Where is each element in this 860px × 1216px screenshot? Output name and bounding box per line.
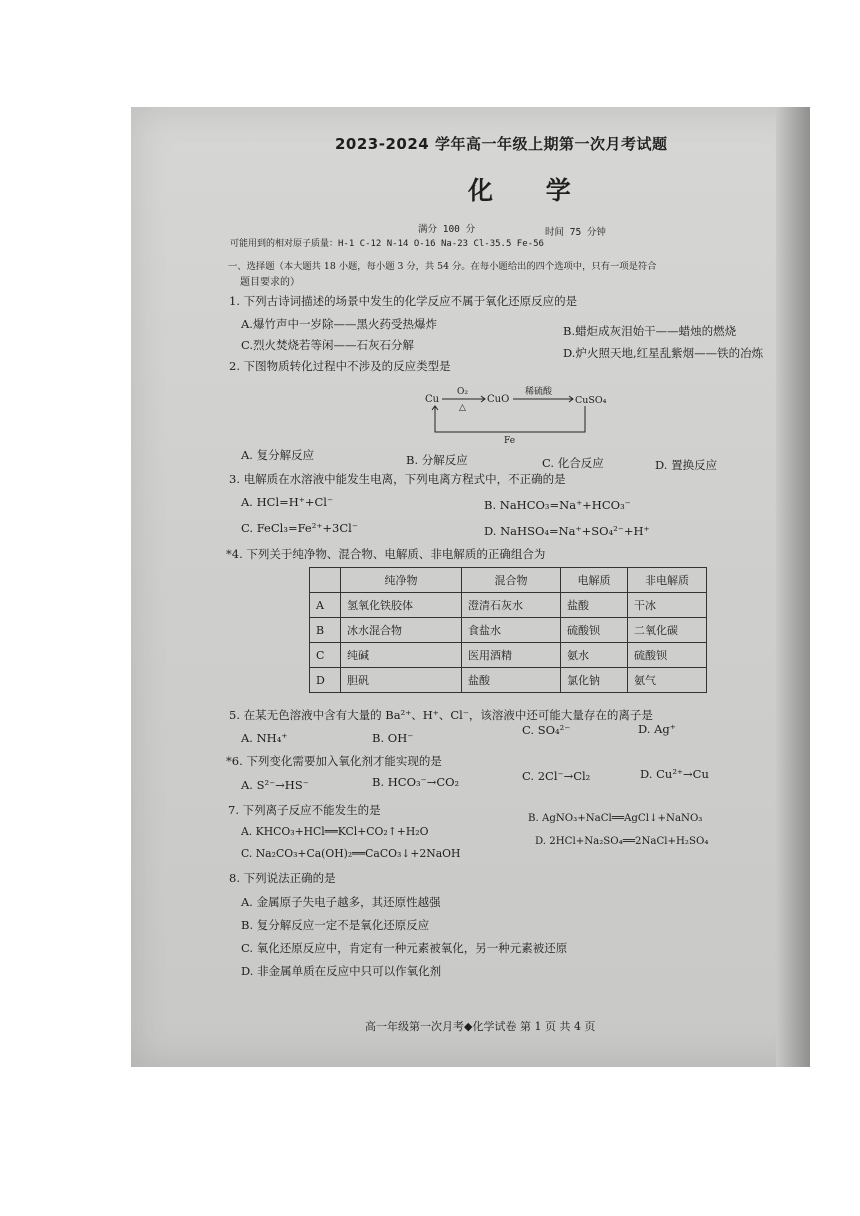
table-row (310, 668, 707, 693)
table-cell: B (310, 618, 341, 643)
table-cell: 硫酸钡 (561, 618, 628, 643)
table-row (310, 643, 707, 668)
paper-edge-shadow (776, 107, 810, 1067)
q5-stem: 5. 在某无色溶液中含有大量的 Ba²⁺、H⁺、Cl⁻，该溶液中还可能大量存在的离子是 (229, 708, 653, 722)
q6-option-b: B. HCO₃⁻→CO₂ (372, 775, 460, 789)
table-cell: C (310, 643, 341, 668)
q4-stem: *4. 下列关于纯净物、混合物、电解质、非电解质的正确组合为 (226, 547, 546, 561)
exam-title: 2023-2024 学年高一年级上期第一次月考试题 (335, 135, 668, 153)
q3-option-b: B. NaHCO₃=Na⁺+HCO₃⁻ (484, 498, 631, 512)
table-cell: 食盐水 (462, 618, 561, 643)
table-cell: 胆矾 (341, 668, 462, 693)
fe-label: Fe (504, 436, 516, 446)
q2-option-d: D. 置换反应 (655, 458, 718, 472)
q2-stem: 2. 下图物质转化过程中不涉及的反应类型是 (229, 359, 451, 373)
table-cell: 干冰 (628, 593, 707, 618)
time-info: 时间 75 分钟 (545, 227, 606, 238)
q2-option-c: C. 化合反应 (542, 456, 604, 470)
o2-label: O₂ (457, 387, 468, 397)
q3-option-c: C. FeCl₃=Fe²⁺+3Cl⁻ (241, 521, 358, 535)
cu-label: Cu (425, 394, 440, 405)
atomic-masses: 可能用到的相对原子质量：H-1 C-12 N-14 O-16 Na-23 Cl-35.5 Fe-56 (230, 239, 544, 249)
table-cell: 纯碱 (341, 643, 462, 668)
table-cell: A (310, 593, 341, 618)
table-cell: D (310, 668, 341, 693)
acid-label: 稀硫酸 (525, 387, 553, 397)
table-cell: 二氧化碳 (628, 618, 707, 643)
table-cell: 盐酸 (561, 593, 628, 618)
q1-stem: 1. 下列古诗词描述的场景中发生的化学反应不属于氧化还原反应的是 (229, 294, 578, 308)
q8-option-c: C. 氧化还原反应中，肯定有一种元素被氧化，另一种元素被还原 (241, 941, 568, 955)
table-cell: 澄清石灰水 (462, 593, 561, 618)
q5-option-d: D. Ag⁺ (638, 722, 676, 736)
table-header-row (310, 568, 707, 593)
q6-option-c: C. 2Cl⁻→Cl₂ (522, 769, 591, 783)
table-header-cell (310, 568, 341, 593)
cuo-label: CuO (487, 394, 510, 405)
q6-stem: *6. 下列变化需要加入氧化剂才能实现的是 (226, 754, 442, 768)
q3-option-a: A. HCl=H⁺+Cl⁻ (241, 495, 334, 509)
q6-option-a: A. S²⁻→HS⁻ (241, 778, 309, 792)
q5-option-c: C. SO₄²⁻ (522, 723, 571, 737)
q1-option-d: D.炉火照天地,红星乱紫烟——铁的冶炼 (563, 346, 764, 360)
q8-option-d: D. 非金属单质在反应中只可以作氧化剂 (241, 964, 442, 978)
q1-option-c: C.烈火焚烧若等闲——石灰石分解 (241, 338, 415, 352)
q3-stem: 3. 电解质在水溶液中能发生电离，下列电离方程式中，不正确的是 (229, 472, 566, 486)
q5-option-a: A. NH₄⁺ (241, 731, 288, 745)
table-cell: 医用酒精 (462, 643, 561, 668)
table-row (310, 618, 707, 643)
q7-option-b: B. AgNO₃+NaCl══AgCl↓+NaNO₃ (528, 813, 703, 824)
q3-option-d: D. NaHSO₄=Na⁺+SO₄²⁻+H⁺ (484, 524, 650, 538)
q5-option-b: B. OH⁻ (372, 731, 414, 745)
table-cell: 氨水 (561, 643, 628, 668)
heat-label: △ (459, 403, 466, 413)
table-header-cell: 混合物 (462, 568, 561, 593)
table-cell: 氯化钠 (561, 668, 628, 693)
table-cell: 冰水混合物 (341, 618, 462, 643)
q7-option-d: D. 2HCl+Na₂SO₄══2NaCl+H₂SO₄ (535, 836, 709, 847)
q2-option-a: A. 复分解反应 (241, 448, 315, 462)
table-cell: 硫酸钡 (628, 643, 707, 668)
q7-option-c: C. Na₂CO₃+Ca(OH)₂══CaCO₃↓+2NaOH (241, 847, 461, 860)
page-footer: 高一年级第一次月考◆化学试卷 第 1 页 共 4 页 (365, 1020, 596, 1033)
exam-subject: 化 学 (468, 176, 593, 205)
q7-stem: 7. 下列离子反应不能发生的是 (228, 803, 381, 817)
cuso4-label: CuSO₄ (575, 395, 607, 406)
section1-heading-cont: 题目要求的） (240, 277, 300, 288)
table-header-cell: 非电解质 (628, 568, 707, 593)
table-cell: 盐酸 (462, 668, 561, 693)
table-header-cell: 电解质 (561, 568, 628, 593)
q8-option-a: A. 金属原子失电子越多，其还原性越强 (241, 895, 441, 909)
table-row (310, 593, 707, 618)
score-info: 满分 100 分 (418, 224, 476, 235)
q7-option-a: A. KHCO₃+HCl══KCl+CO₂↑+H₂O (241, 825, 429, 838)
q1-option-a: A.爆竹声中一岁除——黑火药受热爆炸 (241, 317, 437, 331)
q6-option-d: D. Cu²⁺→Cu (640, 767, 709, 781)
section1-heading: 一、选择题（本大题共 18 小题，每小题 3 分，共 54 分。在每小题给出的四个选项中，只有一项是符合 (228, 261, 657, 272)
q1-option-b: B.蜡炬成灰泪始干——蜡烛的燃烧 (563, 324, 737, 338)
q4-table (309, 567, 707, 693)
table-cell: 氢氧化铁胶体 (341, 593, 462, 618)
arrow-cuso4-cu (435, 406, 585, 432)
q8-stem: 8. 下列说法正确的是 (229, 871, 336, 885)
reaction-diagram-svg (425, 382, 615, 446)
reaction-diagram (425, 382, 615, 446)
q2-option-b: B. 分解反应 (406, 453, 468, 467)
table-cell: 氨气 (628, 668, 707, 693)
table-header-cell: 纯净物 (341, 568, 462, 593)
q8-option-b: B. 复分解反应一定不是氧化还原反应 (241, 918, 430, 932)
